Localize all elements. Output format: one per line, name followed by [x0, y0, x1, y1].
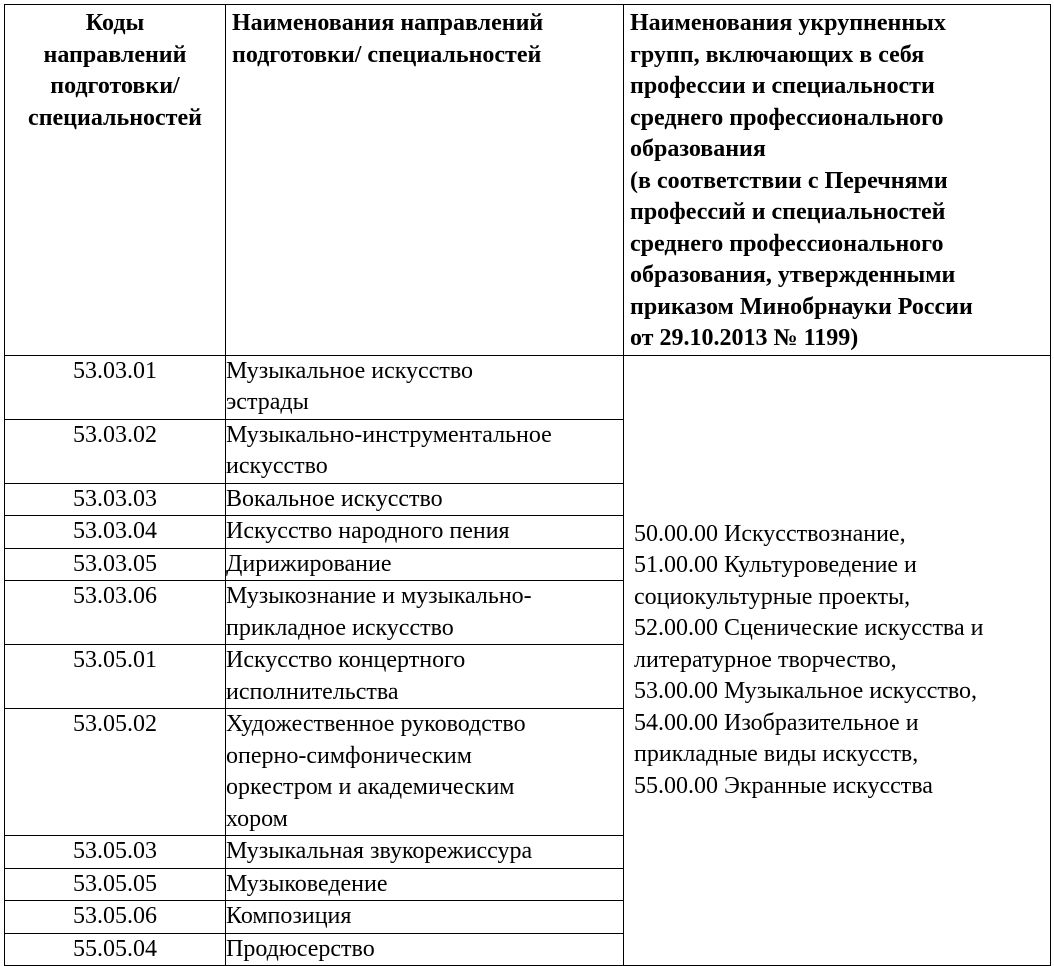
header-groups-line: образования, утвержденными: [630, 262, 956, 288]
row-name-line: хором: [226, 805, 288, 832]
row-name-line: Музыкознание и музыкально-: [226, 583, 532, 609]
row-code: 53.05.03: [5, 836, 226, 869]
row-code: 53.05.01: [5, 645, 226, 709]
row-name: [226, 645, 624, 709]
row-name-line: Искусство концертного: [226, 647, 466, 673]
group-line: 50.00.00 Искусствознание,: [634, 520, 906, 547]
header-groups-line: образования: [630, 136, 766, 162]
row-name-line: эстрады: [226, 389, 309, 415]
header-groups-line: (в соответствии с Перечнями: [630, 167, 948, 194]
row-code: 53.03.04: [5, 516, 226, 549]
row-name-line: Музыкальное искусство: [226, 357, 473, 384]
header-names-line: Наименования направлений: [232, 10, 544, 36]
row-name-line: Музыковедение: [226, 870, 388, 897]
header-groups-line: от 29.10.2013 № 1199): [630, 325, 859, 351]
row-name-line: Музыкально-инструментальное: [226, 421, 552, 448]
row-name-line: Художественное руководство: [226, 711, 526, 737]
header-codes-line: подготовки/: [50, 73, 180, 99]
group-line: литературное творчество,: [634, 646, 897, 673]
header-codes-line: Коды: [85, 10, 145, 36]
row-name: [226, 581, 624, 645]
row-name-line: исполнительства: [226, 678, 399, 705]
group-line: 51.00.00 Культуроведение и: [634, 552, 917, 578]
row-name-line: Музыкальная звукорежиссура: [226, 838, 533, 864]
row-code: 55.05.04: [5, 933, 226, 966]
header-codes-line: специальностей: [28, 104, 202, 131]
header-codes: [5, 5, 226, 356]
row-name-line: Продюсерство: [226, 935, 375, 962]
row-name: [226, 483, 624, 516]
group-line: 53.00.00 Музыкальное искусство,: [634, 678, 977, 704]
specialties-table: [4, 4, 1051, 966]
group-line: социокультурные проекты,: [634, 583, 911, 610]
row-name-line: Композиция: [226, 903, 352, 929]
row-name: [226, 709, 624, 836]
table-row: [5, 355, 1051, 419]
header-groups-line: профессии и специальности: [630, 73, 935, 99]
row-name-line: прикладное искусство: [226, 614, 454, 641]
row-code: 53.03.03: [5, 483, 226, 516]
group-line: 55.00.00 Экранные искусства: [634, 772, 933, 799]
row-name: [226, 516, 624, 549]
header-groups-line: среднего профессионального: [630, 104, 944, 131]
header-groups-line: профессий и специальностей: [630, 199, 946, 225]
row-code: 53.03.01: [5, 355, 226, 419]
groups-cell: [624, 355, 1051, 966]
group-line: 54.00.00 Изобразительное и: [634, 709, 919, 736]
row-name: [226, 901, 624, 934]
row-code: 53.05.05: [5, 868, 226, 901]
header-names: [226, 5, 624, 356]
header-groups-line: приказом Минобрнауки России: [630, 293, 973, 320]
row-name: [226, 868, 624, 901]
row-code: 53.05.06: [5, 901, 226, 934]
row-name-line: Дирижирование: [226, 550, 392, 577]
row-name: [226, 836, 624, 869]
row-code: 53.03.06: [5, 581, 226, 645]
header-codes-line: направлений: [43, 41, 187, 68]
row-code: 53.03.02: [5, 419, 226, 483]
group-line: 52.00.00 Сценические искусства и: [634, 615, 984, 641]
header-groups-line: групп, включающих в себя: [630, 41, 925, 68]
table-header-row: [5, 5, 1051, 356]
row-code: 53.05.02: [5, 709, 226, 836]
row-name-line: Вокальное искусство: [226, 485, 443, 512]
group-line: прикладные виды искусств,: [634, 741, 919, 767]
row-name-line: оркестром и академическим: [226, 774, 515, 800]
row-name-line: оперно-симфоническим: [226, 742, 472, 769]
header-groups-line: среднего профессионального: [630, 230, 944, 257]
row-name-line: Искусство народного пения: [226, 518, 510, 544]
row-name: [226, 548, 624, 581]
header-groups-line: Наименования укрупненных: [630, 10, 946, 36]
header-names-line: подготовки/ специальностей: [232, 41, 542, 68]
header-groups: [624, 5, 1051, 356]
row-name: [226, 355, 624, 419]
row-name: [226, 419, 624, 483]
row-code: 53.03.05: [5, 548, 226, 581]
row-name-line: искусство: [226, 453, 328, 479]
